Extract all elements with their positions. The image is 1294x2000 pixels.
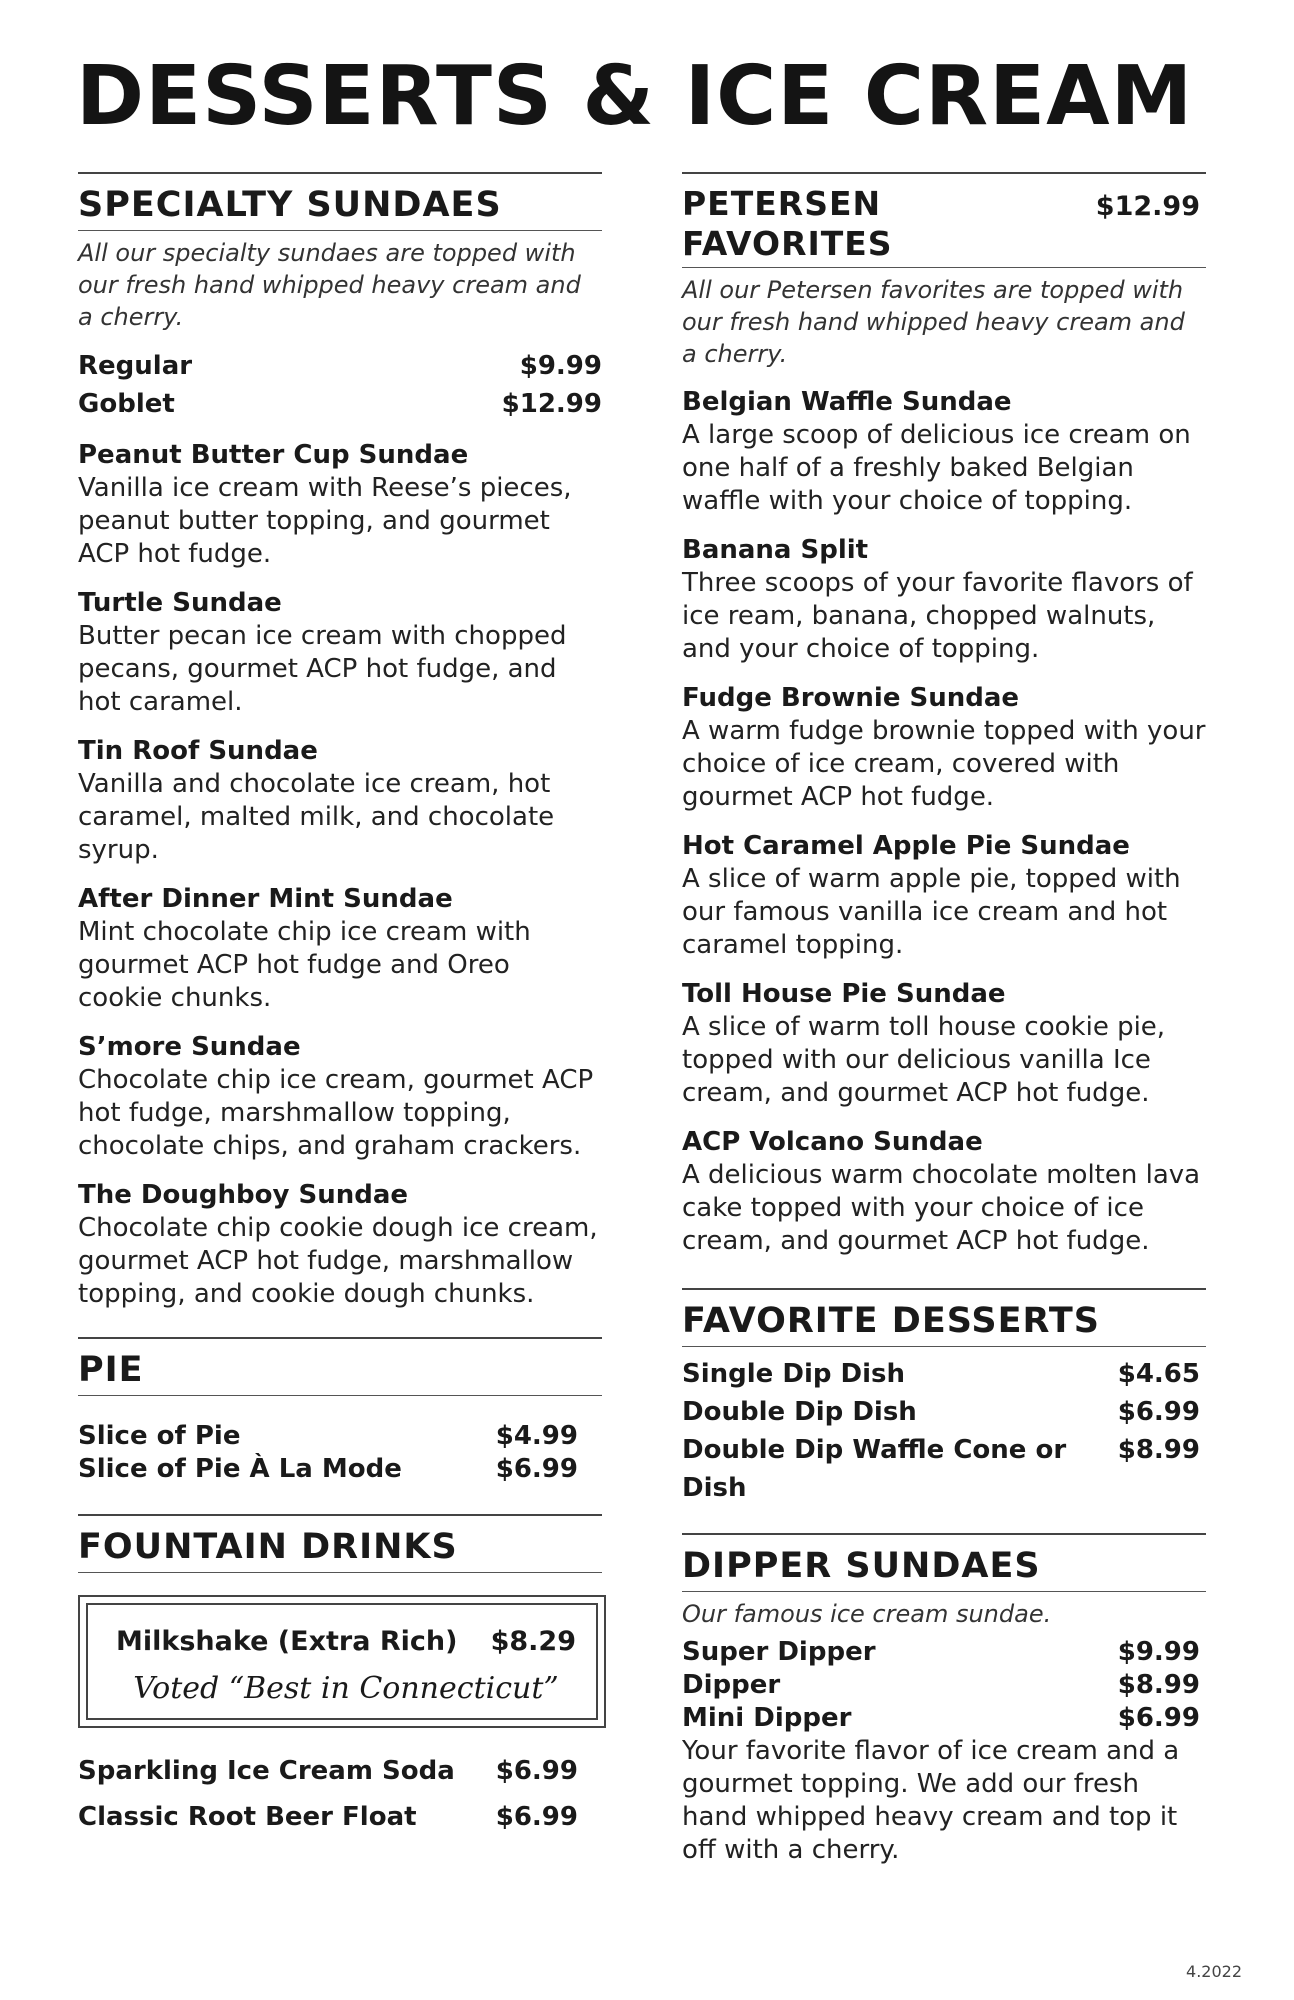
favorite-desserts-heading: FAVORITE DESSERTS bbox=[682, 1301, 1100, 1342]
item-name: Tin Roof Sundae bbox=[78, 736, 318, 766]
specialty-sundaes-section bbox=[78, 172, 602, 1311]
dipper-description: Your favorite flavor of ice cream and a gourmet topping. We add our fresh hand whipped heavy cream and top it off with a cherry. bbox=[682, 1736, 1180, 1866]
size-name: Goblet bbox=[78, 389, 175, 419]
item-price: $9.99 bbox=[1117, 1637, 1200, 1668]
item-name: Single Dip Dish bbox=[682, 1359, 905, 1390]
section-heading bbox=[78, 1339, 602, 1395]
menu-item bbox=[682, 534, 1206, 666]
right-column bbox=[682, 172, 1206, 1867]
item-name: Slice of Pie À La Mode bbox=[78, 1454, 402, 1484]
price-row bbox=[682, 1636, 1206, 1669]
section-divider bbox=[78, 1572, 602, 1573]
item-name: Banana Split bbox=[682, 535, 869, 566]
section-heading bbox=[78, 1516, 602, 1572]
item-description: A delicious warm chocolate molten lava cake topped with your choice of ice cream, and gourmet ACP hot fudge. bbox=[682, 1160, 1201, 1257]
fountain-drinks-section bbox=[78, 1514, 602, 1840]
petersen-favorites-section bbox=[682, 172, 1206, 1258]
menu-item bbox=[78, 587, 602, 719]
item-name: After Dinner Mint Sundae bbox=[78, 884, 453, 914]
item-description: Chocolate chip cookie dough ice cream, gourmet ACP hot fudge, marshmallow topping, and cookie dough chunks. bbox=[78, 1213, 598, 1309]
item-name: Sparkling Ice Cream Soda bbox=[78, 1756, 455, 1786]
dipper-sundaes-section bbox=[682, 1533, 1206, 1867]
section-divider bbox=[682, 267, 1206, 268]
item-name: ACP Volcano Sundae bbox=[682, 1127, 983, 1158]
fountain-heading: FOUNTAIN DRINKS bbox=[78, 1527, 458, 1567]
item-name: Belgian Waffle Sundae bbox=[682, 387, 1012, 418]
price-row bbox=[78, 1748, 602, 1794]
menu-item bbox=[78, 1031, 602, 1163]
dipper-heading: DIPPER SUNDAES bbox=[682, 1546, 1041, 1587]
menu-item bbox=[682, 830, 1206, 962]
section-divider bbox=[78, 1395, 602, 1396]
item-price: $6.99 bbox=[1117, 1703, 1200, 1734]
item-name: Dipper bbox=[682, 1670, 781, 1701]
price-row bbox=[682, 1702, 1206, 1735]
size-row bbox=[78, 347, 602, 385]
item-name: Double Dip Waffle Cone or Dish bbox=[682, 1435, 1067, 1504]
menu-item bbox=[78, 439, 602, 571]
award-tagline: Voted “Best in Connecticut” bbox=[133, 1671, 559, 1706]
item-description: Vanilla ice cream with Reese’s pieces, peanut butter topping, and gourmet ACP hot fudge. bbox=[78, 473, 572, 569]
section-heading bbox=[682, 1535, 1206, 1591]
pie-heading: PIE bbox=[78, 1350, 144, 1390]
item-price: $6.99 bbox=[1117, 1397, 1200, 1428]
item-price: $8.29 bbox=[490, 1626, 576, 1657]
dipper-note: Our famous ice cream sundae. bbox=[682, 1600, 1052, 1629]
item-name: Mini Dipper bbox=[682, 1703, 852, 1734]
pie-section bbox=[78, 1337, 602, 1486]
item-name: Fudge Brownie Sundae bbox=[682, 683, 1020, 714]
price-row bbox=[682, 1669, 1206, 1702]
item-name: Hot Caramel Apple Pie Sundae bbox=[682, 831, 1130, 862]
item-price: $4.65 bbox=[1117, 1359, 1200, 1390]
price-row bbox=[682, 1355, 1206, 1393]
specialty-heading: SPECIALTY SUNDAES bbox=[78, 185, 502, 225]
item-name: Toll House Pie Sundae bbox=[682, 979, 1006, 1010]
item-name: Slice of Pie bbox=[78, 1421, 241, 1451]
item-description: Mint chocolate chip ice cream with gourmet ACP hot fudge and Oreo cookie chunks. bbox=[78, 917, 531, 1013]
item-price: $8.99 bbox=[1117, 1435, 1200, 1466]
item-description: Vanilla and chocolate ice cream, hot caramel, malted milk, and chocolate syrup. bbox=[78, 769, 555, 865]
price-row bbox=[116, 1623, 576, 1661]
item-description: A slice of warm apple pie, topped with our famous vanilla ice cream and hot caramel topping. bbox=[682, 864, 1181, 961]
item-price: $6.99 bbox=[495, 1454, 578, 1484]
item-name: Peanut Butter Cup Sundae bbox=[78, 440, 469, 470]
favorite-desserts-section bbox=[682, 1288, 1206, 1507]
price-row bbox=[78, 1453, 602, 1486]
item-description: Three scoops of your favorite flavors of ice ream, banana, chopped walnuts, and your choice of topping. bbox=[682, 568, 1193, 665]
item-name: Milkshake (Extra Rich) bbox=[116, 1626, 458, 1657]
menu-item bbox=[682, 1126, 1206, 1258]
section-heading bbox=[682, 1290, 1206, 1346]
item-description: A large scoop of delicious ice cream on one half of a freshly baked Belgian waffle with your choice of topping. bbox=[682, 420, 1191, 517]
section-divider bbox=[78, 230, 602, 231]
item-price: $6.99 bbox=[495, 1802, 578, 1832]
item-price: $6.99 bbox=[495, 1756, 578, 1786]
item-description: A warm fudge brownie topped with your choice of ice cream, covered with gourmet ACP hot fudge. bbox=[682, 716, 1206, 813]
petersen-note: All our Petersen favorites are topped with our fresh hand whipped heavy cream and a cherry. bbox=[682, 276, 1185, 369]
menu-item bbox=[78, 735, 602, 867]
size-name: Regular bbox=[78, 351, 193, 381]
item-price: $4.99 bbox=[495, 1421, 578, 1451]
petersen-price: $12.99 bbox=[1095, 191, 1200, 222]
section-divider bbox=[682, 1346, 1206, 1347]
menu-item bbox=[682, 682, 1206, 814]
petersen-heading: PETERSEN FAVORITES bbox=[682, 184, 893, 263]
item-name: S’more Sundae bbox=[78, 1032, 301, 1062]
price-row bbox=[78, 1420, 602, 1453]
item-name: Super Dipper bbox=[682, 1637, 876, 1668]
section-divider bbox=[682, 1591, 1206, 1592]
specialty-note: All our specialty sundaes are topped with our fresh hand whipped heavy cream and a cherry. bbox=[78, 239, 581, 331]
price-row bbox=[78, 1794, 602, 1840]
size-row bbox=[78, 385, 602, 423]
page-title: DESSERTS & ICE CREAM bbox=[76, 49, 1194, 144]
menu-item bbox=[78, 1179, 602, 1311]
item-description: Butter pecan ice cream with chopped pecans, gourmet ACP hot fudge, and hot caramel. bbox=[78, 621, 567, 717]
item-name: Turtle Sundae bbox=[78, 588, 282, 618]
size-price: $12.99 bbox=[501, 389, 602, 419]
item-name: The Doughboy Sundae bbox=[78, 1180, 409, 1210]
item-description: A slice of warm toll house cookie pie, topped with our delicious vanilla Ice cream, and gourmet ACP hot fudge. bbox=[682, 1012, 1166, 1109]
menu-item bbox=[78, 883, 602, 1015]
date-code: 4.2022 bbox=[1186, 1962, 1242, 1981]
menu-item bbox=[682, 386, 1206, 518]
item-description: Chocolate chip ice cream, gourmet ACP hot fudge, marshmallow topping, chocolate chips, and graham crackers. bbox=[78, 1065, 594, 1161]
price-row bbox=[682, 1393, 1206, 1431]
left-column bbox=[78, 172, 602, 1840]
item-name: Classic Root Beer Float bbox=[78, 1802, 417, 1832]
item-name: Double Dip Dish bbox=[682, 1397, 917, 1428]
section-heading bbox=[78, 174, 602, 230]
size-price: $9.99 bbox=[519, 351, 602, 381]
section-heading bbox=[682, 174, 1206, 267]
featured-milkshake-box bbox=[86, 1603, 598, 1720]
item-price: $8.99 bbox=[1117, 1670, 1200, 1701]
menu-item bbox=[682, 978, 1206, 1110]
price-row bbox=[682, 1431, 1206, 1507]
